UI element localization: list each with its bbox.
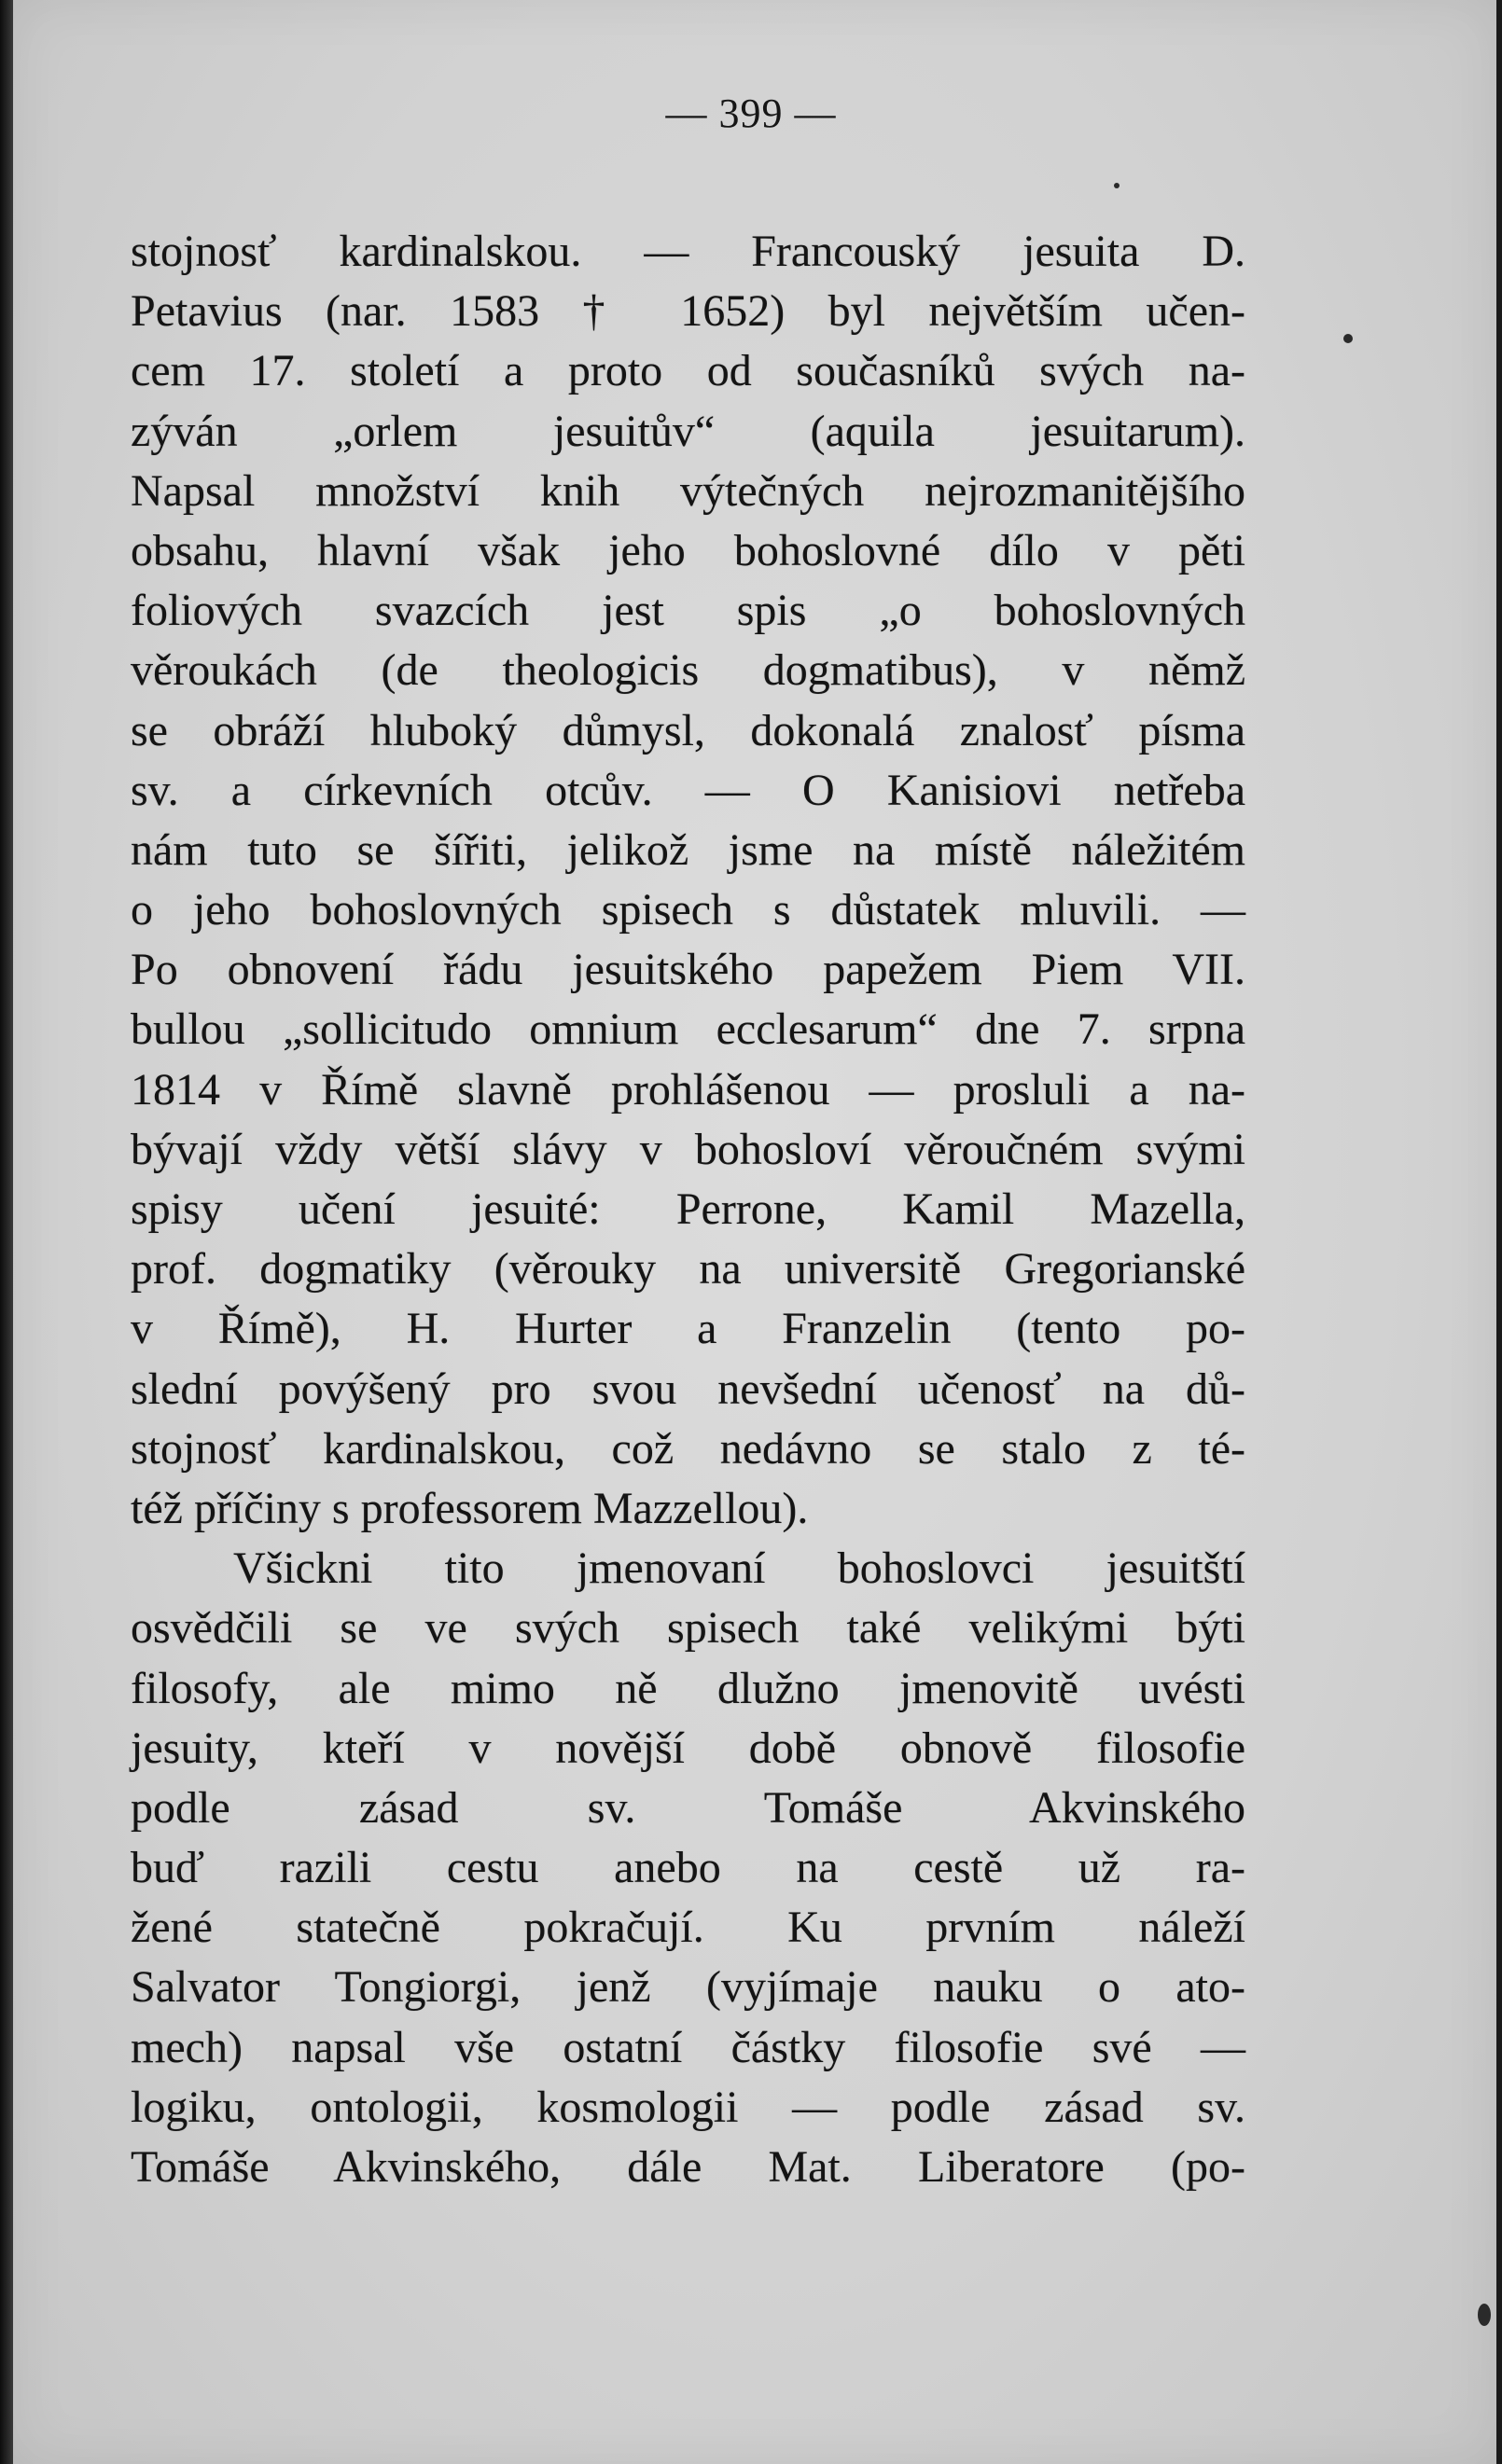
text-line: stojnosť kardinalskou, což nedávno se stalo z té- bbox=[131, 1423, 1245, 1474]
text-line: osvědčili se ve svých spisech také velikými býti bbox=[131, 1603, 1245, 1654]
text-line: Salvator Tongiorgi, jenž (vyjímaje nauku o ato- bbox=[131, 1962, 1245, 2013]
text-line: věroukách (de theologicis dogmatibus), v němž bbox=[131, 645, 1245, 696]
text-line: v Římě), H. Hurter a Franzelin (tento po- bbox=[131, 1304, 1245, 1354]
text-line: podle zásad sv. Tomáše Akvinského bbox=[131, 1782, 1245, 1833]
text-line: slední povýšený pro svou nevšední učenosť na dů- bbox=[131, 1364, 1245, 1414]
text-line: obsahu, hlavní však jeho bohoslovné dílo v pěti bbox=[131, 525, 1245, 575]
text-line: prof. dogmatiky (věrouky na universitě Gregorianské bbox=[131, 1244, 1245, 1294]
text-line: stojnosť kardinalskou. — Francouský jesuita D. bbox=[131, 227, 1245, 276]
text-line: o jeho bohoslovných spisech s důstatek mluvili. — bbox=[131, 885, 1245, 935]
text-line: logiku, ontologii, kosmologii — podle zásad sv. bbox=[131, 2082, 1245, 2132]
text-line: nám tuto se šířiti, jelikož jsme na místě náležitém bbox=[131, 824, 1245, 875]
text-line: foliových svazcích jest spis „o bohoslovných bbox=[131, 586, 1245, 636]
page-edge-shadow bbox=[0, 0, 13, 2464]
text-line: bývají vždy větší slávy v bohosloví věroučném svými bbox=[131, 1124, 1245, 1174]
text-line: Po obnovení řádu jesuitského papežem Piem VII. bbox=[131, 945, 1245, 995]
paper-speck bbox=[1114, 183, 1120, 188]
text-line: žené statečně pokračují. Ku prvním náleží bbox=[131, 1903, 1245, 1953]
text-line: též příčiny s professorem Mazzellou). bbox=[131, 1483, 809, 1533]
body-text bbox=[131, 222, 1245, 2197]
paper-speck bbox=[1343, 334, 1353, 343]
text-line: buď razili cestu anebo na cestě už ra- bbox=[131, 1843, 1245, 1893]
text-line: zýván „orlem jesuitův“ (aquila jesuitarum). bbox=[131, 406, 1245, 456]
text-line: Tomáše Akvinského, dále Mat. Liberatore (po- bbox=[131, 2142, 1245, 2192]
text-line: spisy učení jesuité: Perrone, Kamil Mazella, bbox=[131, 1184, 1245, 1234]
text-line: filosofy, ale mimo ně dlužno jmenovitě uvésti bbox=[131, 1663, 1245, 1713]
paper-speck bbox=[1478, 2304, 1491, 2326]
text-line: cem 17. století a proto od současníků svých na- bbox=[131, 346, 1245, 396]
text-line: se obráží hluboký důmysl, dokonalá znalosť písma bbox=[131, 705, 1245, 755]
text-line: bullou „sollicitudo omnium ecclesarum“ dne 7. srpna bbox=[131, 1004, 1245, 1055]
text-line: jesuity, kteří v novější době obnově filosofie bbox=[131, 1723, 1245, 1773]
page-number: — 399 — bbox=[665, 90, 837, 136]
text-line: Petavius (nar. 1583 † 1652) byl největším učen- bbox=[131, 286, 1245, 337]
text-line: sv. a církevních otcův. — O Kanisiovi netřeba bbox=[131, 765, 1245, 815]
text-line: Napsal množství knih výtečných nejrozmanitějšího bbox=[131, 465, 1245, 516]
text-line: Všickni tito jmenovaní bohoslovci jesuitští bbox=[233, 1543, 1245, 1594]
text-line: mech) napsal vše ostatní částky filosofie své — bbox=[131, 2022, 1245, 2072]
text-line: 1814 v Římě slavně prohlášenou — prosluli a na- bbox=[131, 1064, 1245, 1114]
